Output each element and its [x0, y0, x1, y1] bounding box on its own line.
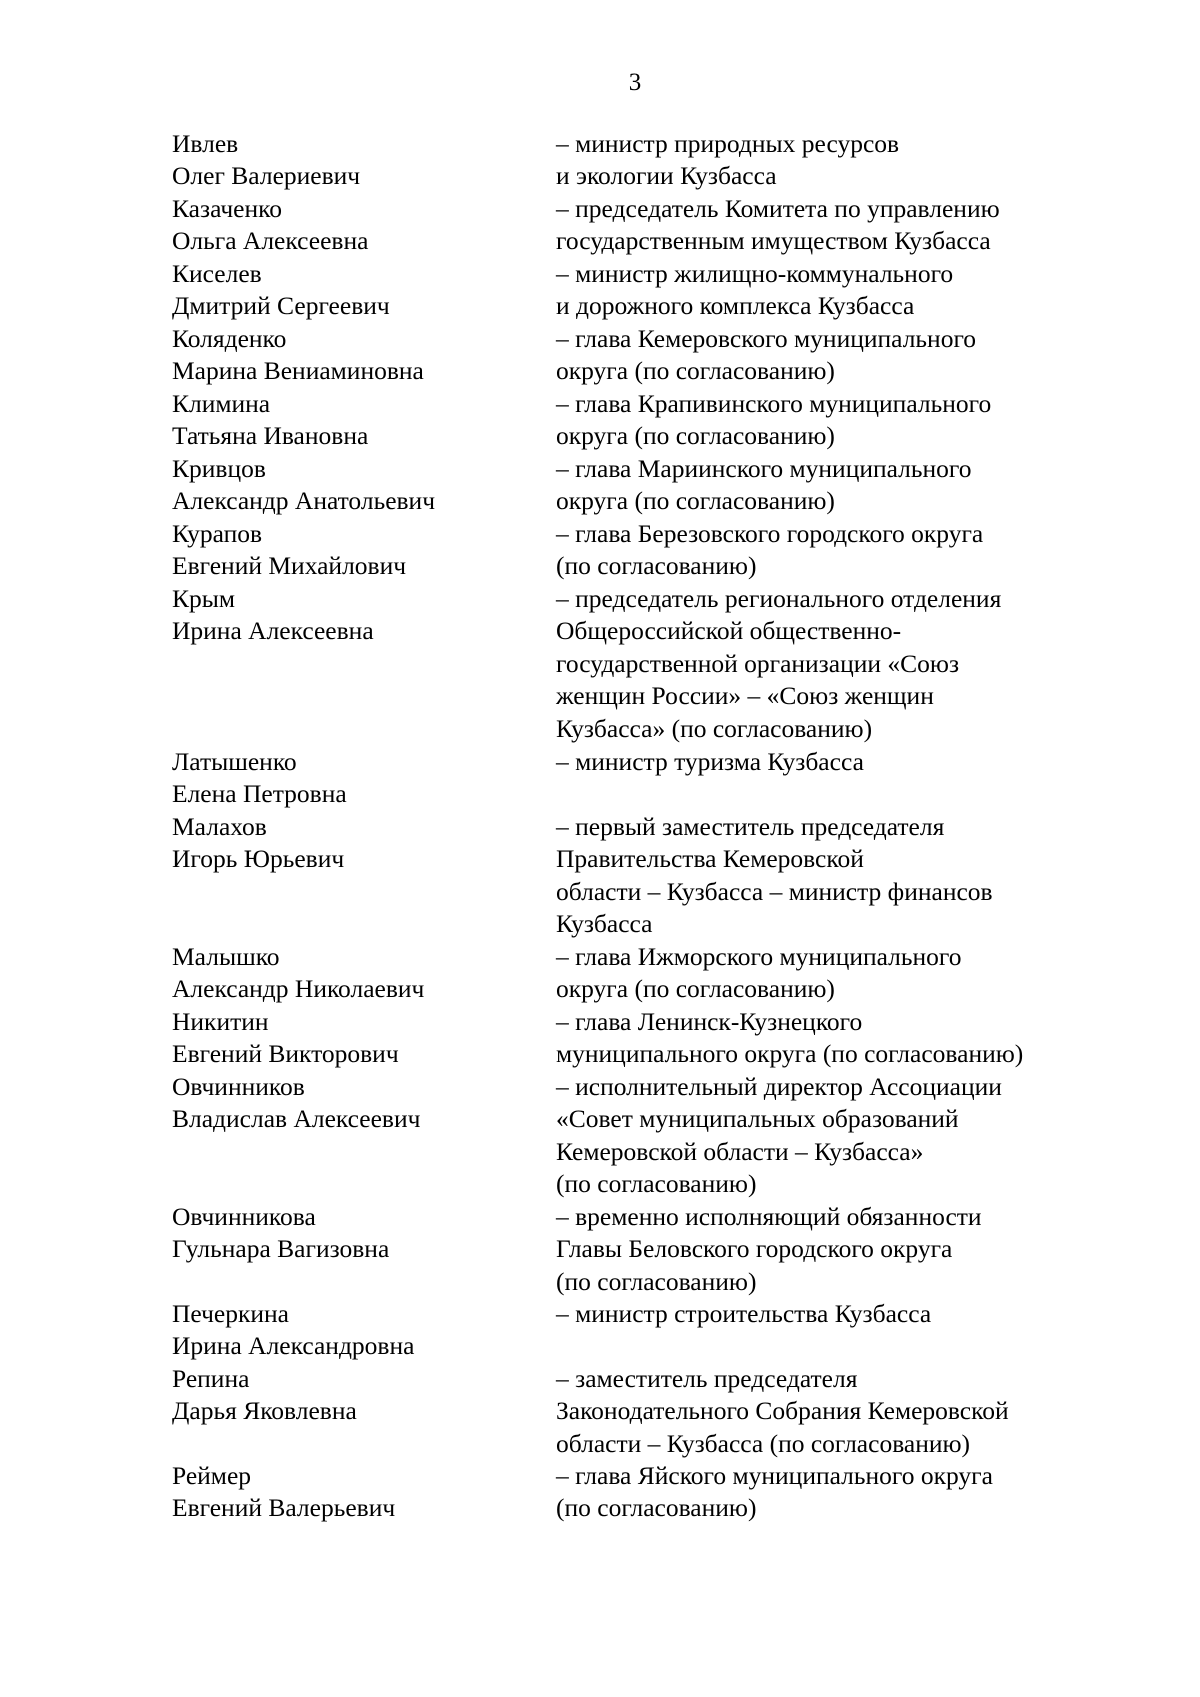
role-line: Общероссийской общественно- [556, 616, 902, 646]
role-line: Главы Беловского городского округа [556, 1234, 953, 1264]
member-surname: Крым [172, 584, 236, 613]
member-name [172, 746, 347, 811]
role-line: и экологии Кузбасса [556, 161, 777, 191]
role-line: (по согласованию) [556, 551, 757, 581]
member-given-name: Татьяна Ивановна [172, 421, 369, 451]
role-line: – министр жилищно-коммунального [556, 259, 954, 288]
role-line: – министр природных ресурсов [556, 129, 900, 158]
member-surname: Кривцов [172, 454, 266, 483]
member-role [556, 193, 1000, 258]
role-line: – глава Кемеровского муниципального [556, 324, 977, 353]
member-surname: Овчинников [172, 1072, 305, 1101]
role-line: государственным имуществом Кузбасса [556, 226, 991, 256]
role-line: муниципального округа (по согласованию) [556, 1039, 1024, 1069]
role-line: Кузбасса» (по согласованию) [556, 713, 873, 743]
role-line: (по согласованию) [556, 1266, 757, 1296]
member-surname: Репина [172, 1364, 250, 1393]
member-role [556, 1363, 1009, 1460]
member-role [556, 1071, 1002, 1201]
role-line: – глава Мариинского муниципального [556, 454, 972, 483]
role-line: – председатель регионального отделения [556, 584, 1002, 613]
role-line: округа (по согласованию) [556, 356, 835, 386]
member-role [556, 746, 864, 778]
role-line: Законодательного Собрания Кемеровской [556, 1396, 1009, 1426]
member-role [556, 323, 976, 388]
role-line: округа (по согласованию) [556, 974, 835, 1004]
member-surname: Овчинникова [172, 1202, 316, 1231]
member-surname: Курапов [172, 519, 263, 548]
member-name [172, 323, 424, 388]
role-line: округа (по согласованию) [556, 486, 835, 516]
member-role [556, 1298, 931, 1330]
member-surname: Латышенко [172, 747, 297, 776]
member-given-name: Гульнара Вагизовна [172, 1234, 390, 1264]
member-given-name: Дмитрий Сергеевич [172, 291, 390, 321]
member-surname: Малахов [172, 812, 267, 841]
member-name [172, 583, 374, 648]
member-name [172, 128, 360, 193]
member-surname: Никитин [172, 1007, 269, 1036]
member-surname: Киселев [172, 259, 262, 288]
role-line: – министр туризма Кузбасса [556, 747, 864, 776]
member-given-name: Олег Валериевич [172, 161, 361, 191]
member-surname: Малышко [172, 942, 280, 971]
member-given-name: Александр Николаевич [172, 974, 425, 1004]
role-line: и дорожного комплекса Кузбасса [556, 291, 915, 321]
page-number: 3 [628, 69, 642, 96]
member-name [172, 1071, 420, 1136]
member-given-name: Ирина Александровна [172, 1331, 415, 1361]
member-role [556, 453, 972, 518]
member-surname: Реймер [172, 1461, 252, 1490]
member-surname: Коляденко [172, 324, 287, 353]
member-given-name: Евгений Викторович [172, 1039, 399, 1069]
member-name [172, 1363, 357, 1428]
role-line: «Совет муниципальных образований [556, 1104, 959, 1134]
role-line: (по согласованию) [556, 1493, 757, 1523]
role-line: – глава Березовского городского округа [556, 519, 984, 548]
role-line: Правительства Кемеровской [556, 844, 864, 874]
role-line: – глава Ижморского муниципального [556, 942, 962, 971]
member-name [172, 811, 344, 876]
role-line: (по согласованию) [556, 1169, 757, 1199]
member-role [556, 518, 983, 583]
member-given-name: Игорь Юрьевич [172, 844, 345, 874]
member-given-name: Ирина Алексеевна [172, 616, 374, 646]
member-name [172, 453, 435, 518]
member-given-name: Марина Вениаминовна [172, 356, 424, 386]
role-line: Кузбасса [556, 909, 653, 939]
member-given-name: Дарья Яковлевна [172, 1396, 357, 1426]
member-name [172, 518, 406, 583]
role-line: – заместитель председателя [556, 1364, 858, 1393]
member-role [556, 583, 1001, 745]
member-surname: Климина [172, 389, 271, 418]
member-role [556, 258, 953, 323]
role-line: – председатель Комитета по управлению [556, 194, 1000, 223]
member-role [556, 811, 993, 941]
member-given-name: Владислав Алексеевич [172, 1104, 421, 1134]
member-given-name: Елена Петровна [172, 779, 347, 809]
role-line: – глава Яйского муниципального округа [556, 1461, 993, 1490]
role-line: – временно исполняющий обязанности [556, 1202, 982, 1231]
member-name [172, 258, 390, 323]
member-name [172, 1298, 414, 1363]
member-role [556, 128, 899, 193]
member-role [556, 941, 962, 1006]
member-given-name: Евгений Валерьевич [172, 1493, 396, 1523]
role-line: Кемеровской области – Кузбасса» [556, 1136, 924, 1166]
role-line: – министр строительства Кузбасса [556, 1299, 932, 1328]
role-line: области – Кузбасса – министр финансов [556, 876, 993, 906]
member-name [172, 1460, 395, 1525]
role-line: государственной организации «Союз [556, 648, 960, 678]
role-line: – глава Ленинск-Кузнецкого [556, 1007, 863, 1036]
member-given-name: Александр Анатольевич [172, 486, 436, 516]
role-line: женщин России» – «Союз женщин [556, 681, 934, 711]
member-role [556, 388, 991, 453]
member-name [172, 941, 424, 1006]
member-role [556, 1460, 993, 1525]
member-role [556, 1006, 1023, 1071]
member-name [172, 388, 368, 453]
role-line: округа (по согласованию) [556, 421, 835, 451]
role-line: – первый заместитель председателя [556, 812, 945, 841]
member-surname: Ивлев [172, 129, 239, 158]
member-given-name: Евгений Михайлович [172, 551, 407, 581]
member-role [556, 1201, 982, 1298]
member-name [172, 193, 368, 258]
member-surname: Печеркина [172, 1299, 289, 1328]
member-name [172, 1201, 389, 1266]
member-given-name: Ольга Алексеевна [172, 226, 369, 256]
role-line: – глава Крапивинского муниципального [556, 389, 992, 418]
member-surname: Казаченко [172, 194, 282, 223]
member-name [172, 1006, 399, 1071]
role-line: – исполнительный директор Ассоциации [556, 1072, 1002, 1101]
role-line: области – Кузбасса (по согласованию) [556, 1428, 971, 1458]
